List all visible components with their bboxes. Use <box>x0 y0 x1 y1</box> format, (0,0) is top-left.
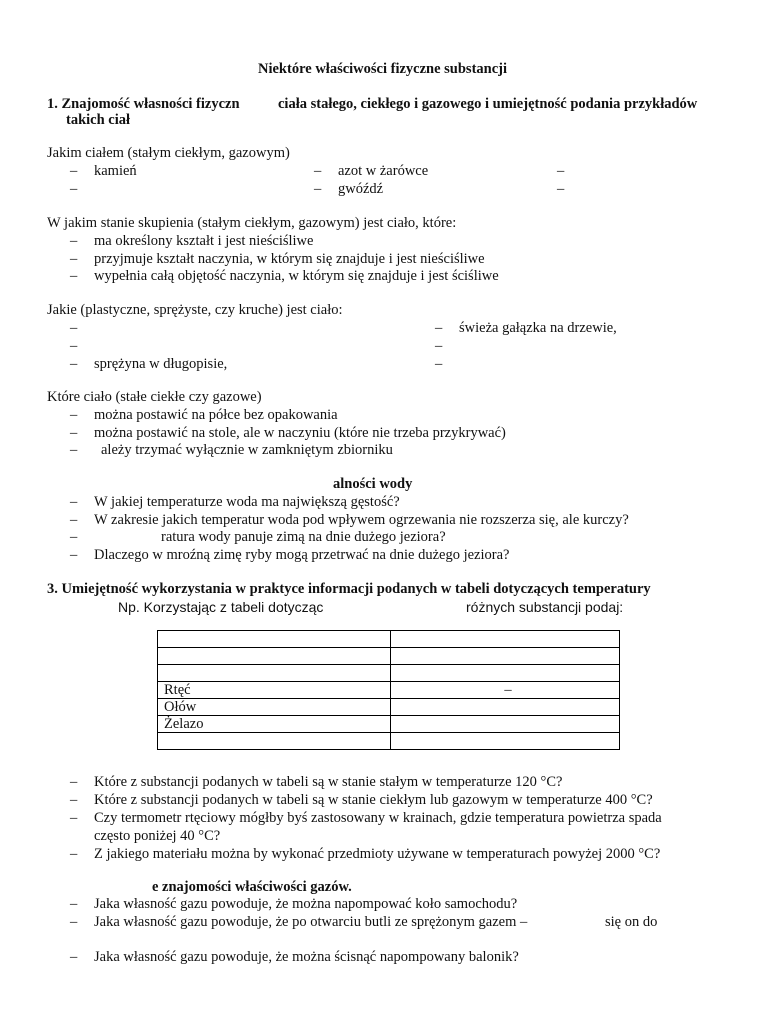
dash: – <box>70 442 78 458</box>
dash: – <box>70 320 78 336</box>
table-cell <box>391 716 620 733</box>
dash: – <box>557 181 565 197</box>
table-cell <box>391 631 620 648</box>
dash: – <box>70 949 78 965</box>
example-item: azot w żarówce <box>338 163 429 179</box>
list-item: Które z substancji podanych w tabeli są w stanie ciekłym lub gazowym w temperaturze 400 °C? <box>94 792 653 808</box>
section3-intro-part-a: Np. Korzystając z tabeli dotycząc <box>118 599 324 615</box>
table-row <box>158 699 620 716</box>
table-row <box>158 631 620 648</box>
dash: – <box>435 338 443 354</box>
dash: – <box>70 512 78 528</box>
table-cell <box>158 665 391 682</box>
dash: – <box>557 163 565 179</box>
list-item: Czy termometr rtęciowy mógłby byś zastosowany w krainach, gdzie temperatura powietrza spada <box>94 810 662 826</box>
section3-intro-part-b: różnych substancji podaj: <box>466 599 624 615</box>
table-cell <box>391 733 620 750</box>
dash: – <box>70 425 78 441</box>
list-item: wypełnia całą objętość naczynia, w którym się znajduje i jest ściśliwe <box>94 268 499 284</box>
dash: – <box>70 268 78 284</box>
dash: – <box>70 338 78 354</box>
section1-heading-part-c: takich ciał <box>66 112 131 128</box>
table-cell <box>391 665 620 682</box>
table-cell <box>391 699 620 716</box>
table-row <box>158 733 620 750</box>
dash: – <box>435 320 443 336</box>
list-item-tail: się on do <box>605 914 658 930</box>
question-plasticity-prompt: Jakie (plastyczne, sprężyste, czy kruche) jest ciało: <box>47 302 343 318</box>
question-aggregate-state-prompt: W jakim stanie skupienia (stałym ciekłym, gazowym) jest ciało, które: <box>47 215 457 231</box>
list-item: W zakresie jakich temperatur woda pod wpływem ogrzewania nie rozszerza się, ale kurczy? <box>94 512 629 528</box>
list-item: Które z substancji podanych w tabeli są w stanie stałym w temperaturze 120 °C? <box>94 774 563 790</box>
list-item: Z jakiego materiału można by wykonać przedmioty używane w temperaturach powyżej 2000 °C? <box>94 846 661 862</box>
question-state-prompt: Jakim ciałem (stałym ciekłym, gazowym) <box>47 145 290 161</box>
list-item: świeża gałązka na drzewie, <box>459 320 617 336</box>
table-cell: Ołów <box>158 699 391 716</box>
list-item: przyjmuje kształt naczynia, w którym się znajduje i jest nieściśliwe <box>94 251 485 267</box>
example-item: kamień <box>94 163 137 179</box>
list-item: Jaka własność gazu powoduje, że po otwarciu butli ze sprężonym gazem – <box>94 914 528 930</box>
dash: – <box>314 163 322 179</box>
table-cell: – <box>391 682 620 699</box>
table-row <box>158 716 620 733</box>
section2-heading: alności wody <box>333 476 413 492</box>
question-which-body-prompt: Które ciało (stałe ciekłe czy gazowe) <box>47 389 262 405</box>
dash: – <box>70 494 78 510</box>
dash: – <box>70 896 78 912</box>
table-cell: Żelazo <box>158 716 391 733</box>
dash: – <box>70 233 78 249</box>
list-item: W jakiej temperaturze woda ma największą gęstość? <box>94 494 400 510</box>
table-cell <box>158 733 391 750</box>
dash: – <box>314 181 322 197</box>
table-row <box>158 648 620 665</box>
table-row <box>158 682 620 699</box>
list-item: sprężyna w długopisie, <box>94 356 228 372</box>
table-cell <box>391 648 620 665</box>
temperature-table <box>157 630 620 750</box>
dash: – <box>435 356 443 372</box>
list-item: można postawić na półce bez opakowania <box>94 407 338 423</box>
example-item: gwóźdź <box>338 181 384 197</box>
list-item: Dlaczego w mroźną zimę ryby mogą przetrwać na dnie dużego jeziora? <box>94 547 510 563</box>
dash: – <box>70 163 78 179</box>
dash: – <box>70 407 78 423</box>
table-cell: Rtęć <box>158 682 391 699</box>
dash: – <box>70 914 78 930</box>
document-title: Niektóre właściwości fizyczne substancji <box>258 61 508 77</box>
dash: – <box>70 251 78 267</box>
list-item: Jaka własność gazu powoduje, że można ścisnąć napompowany balonik? <box>94 949 519 965</box>
table-cell <box>158 631 391 648</box>
section4-heading: e znajomości właściwości gazów. <box>152 879 352 895</box>
list-item: ma określony kształt i jest nieściśliwe <box>94 233 314 249</box>
table-row <box>158 665 620 682</box>
dash: – <box>70 846 78 862</box>
dash: – <box>70 547 78 563</box>
dash: – <box>70 810 78 826</box>
section1-heading-part-b: ciała stałego, ciekłego i gazowego i umiejętność podania przykładów <box>278 96 698 112</box>
list-item: ależy trzymać wyłącznie w zamkniętym zbiorniku <box>101 442 393 458</box>
list-item: Jaka własność gazu powoduje, że można napompować koło samochodu? <box>94 896 518 912</box>
section1-heading-part-a: 1. Znajomość własności fizyczn <box>47 96 240 112</box>
dash: – <box>70 181 78 197</box>
dash: – <box>70 529 78 545</box>
section3-heading: 3. Umiejętność wykorzystania w praktyce informacji podanych w tabeli dotyczących temperatury <box>47 581 651 597</box>
list-item: można postawić na stole, ale w naczyniu (które nie trzeba przykrywać) <box>94 425 506 441</box>
table-cell <box>158 648 391 665</box>
dash: – <box>70 792 78 808</box>
dash: – <box>70 774 78 790</box>
list-item: ratura wody panuje zimą na dnie dużego jeziora? <box>161 529 446 545</box>
list-item-continuation: często poniżej 40 °C? <box>94 828 221 844</box>
dash: – <box>70 356 78 372</box>
